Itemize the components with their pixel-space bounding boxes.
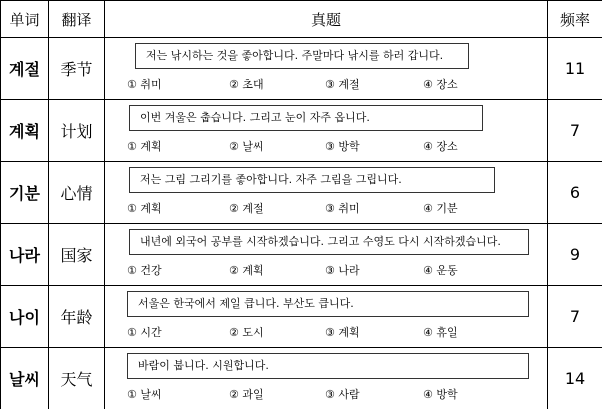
choice-list: [127, 325, 541, 341]
choice-list: [127, 263, 541, 279]
choice-option: ② 초대: [229, 77, 264, 93]
choice-option: ② 과일: [229, 387, 264, 403]
choice-option: ① 시간: [127, 325, 162, 341]
table-row: [1, 224, 602, 286]
choice-option: ④ 장소: [423, 77, 458, 93]
example-sentence: 바람이 붑니다. 시원합니다.: [127, 353, 529, 379]
example-sentence: 저는 그림 그리기를 좋아합니다. 자주 그림을 그립니다.: [129, 167, 495, 193]
choice-option: ① 날씨: [127, 387, 162, 403]
example-sentence: 서울은 한국에서 제일 큽니다. 부산도 큽니다.: [127, 291, 529, 317]
header-frequency: 频率: [548, 1, 602, 38]
translation-cell: 季节: [49, 38, 105, 100]
header-word: 单词: [1, 1, 49, 38]
translation-cell: 国家: [49, 224, 105, 286]
word-cell: 기분: [1, 162, 49, 224]
choice-list: [127, 139, 541, 155]
translation-cell: 心情: [49, 162, 105, 224]
question-cell: [105, 162, 548, 224]
question-cell: [105, 100, 548, 162]
choice-option: ② 계획: [229, 263, 264, 279]
choice-option: ③ 계획: [325, 325, 360, 341]
table-row: [1, 38, 602, 100]
table-row: [1, 100, 602, 162]
word-cell: 날씨: [1, 348, 49, 409]
frequency-cell: 7: [548, 100, 602, 162]
header-question: 真题: [105, 1, 548, 38]
header-row: [1, 1, 602, 38]
choice-option: ④ 기분: [423, 201, 458, 217]
choice-option: ② 날씨: [229, 139, 264, 155]
table-row: [1, 286, 602, 348]
choice-list: [127, 201, 541, 217]
choice-option: ① 계획: [127, 201, 162, 217]
question-cell: [105, 348, 548, 409]
frequency-cell: 6: [548, 162, 602, 224]
choice-option: ① 건강: [127, 263, 162, 279]
frequency-cell: 11: [548, 38, 602, 100]
choice-option: ③ 취미: [325, 201, 360, 217]
frequency-cell: 9: [548, 224, 602, 286]
translation-cell: 年龄: [49, 286, 105, 348]
question-cell: [105, 286, 548, 348]
table-row: [1, 348, 602, 409]
choice-option: ② 도시: [229, 325, 264, 341]
question-cell: [105, 38, 548, 100]
choice-option: ③ 계절: [325, 77, 360, 93]
choice-option: ① 계획: [127, 139, 162, 155]
choice-list: [127, 387, 541, 403]
word-cell: 계획: [1, 100, 49, 162]
header-translation: 翻译: [49, 1, 105, 38]
word-cell: 나이: [1, 286, 49, 348]
word-cell: 계절: [1, 38, 49, 100]
translation-cell: 天气: [49, 348, 105, 409]
frequency-cell: 7: [548, 286, 602, 348]
choice-option: ③ 사람: [325, 387, 360, 403]
example-sentence: 이번 겨울은 춥습니다. 그리고 눈이 자주 옵니다.: [129, 105, 483, 131]
translation-cell: 计划: [49, 100, 105, 162]
choice-option: ④ 운동: [423, 263, 458, 279]
choice-list: [127, 77, 541, 93]
choice-option: ④ 장소: [423, 139, 458, 155]
choice-option: ③ 방학: [325, 139, 360, 155]
question-cell: [105, 224, 548, 286]
choice-option: ④ 휴일: [423, 325, 458, 341]
table-row: [1, 162, 602, 224]
frequency-cell: 14: [548, 348, 602, 409]
choice-option: ④ 방학: [423, 387, 458, 403]
choice-option: ② 계절: [229, 201, 264, 217]
choice-option: ③ 나라: [325, 263, 360, 279]
word-cell: 나라: [1, 224, 49, 286]
example-sentence: 저는 낚시하는 것을 좋아합니다. 주말마다 낚시를 하러 갑니다.: [135, 43, 469, 69]
choice-option: ① 취미: [127, 77, 162, 93]
example-sentence: 내년에 외국어 공부를 시작하겠습니다. 그리고 수영도 다시 시작하겠습니다.: [129, 229, 529, 255]
